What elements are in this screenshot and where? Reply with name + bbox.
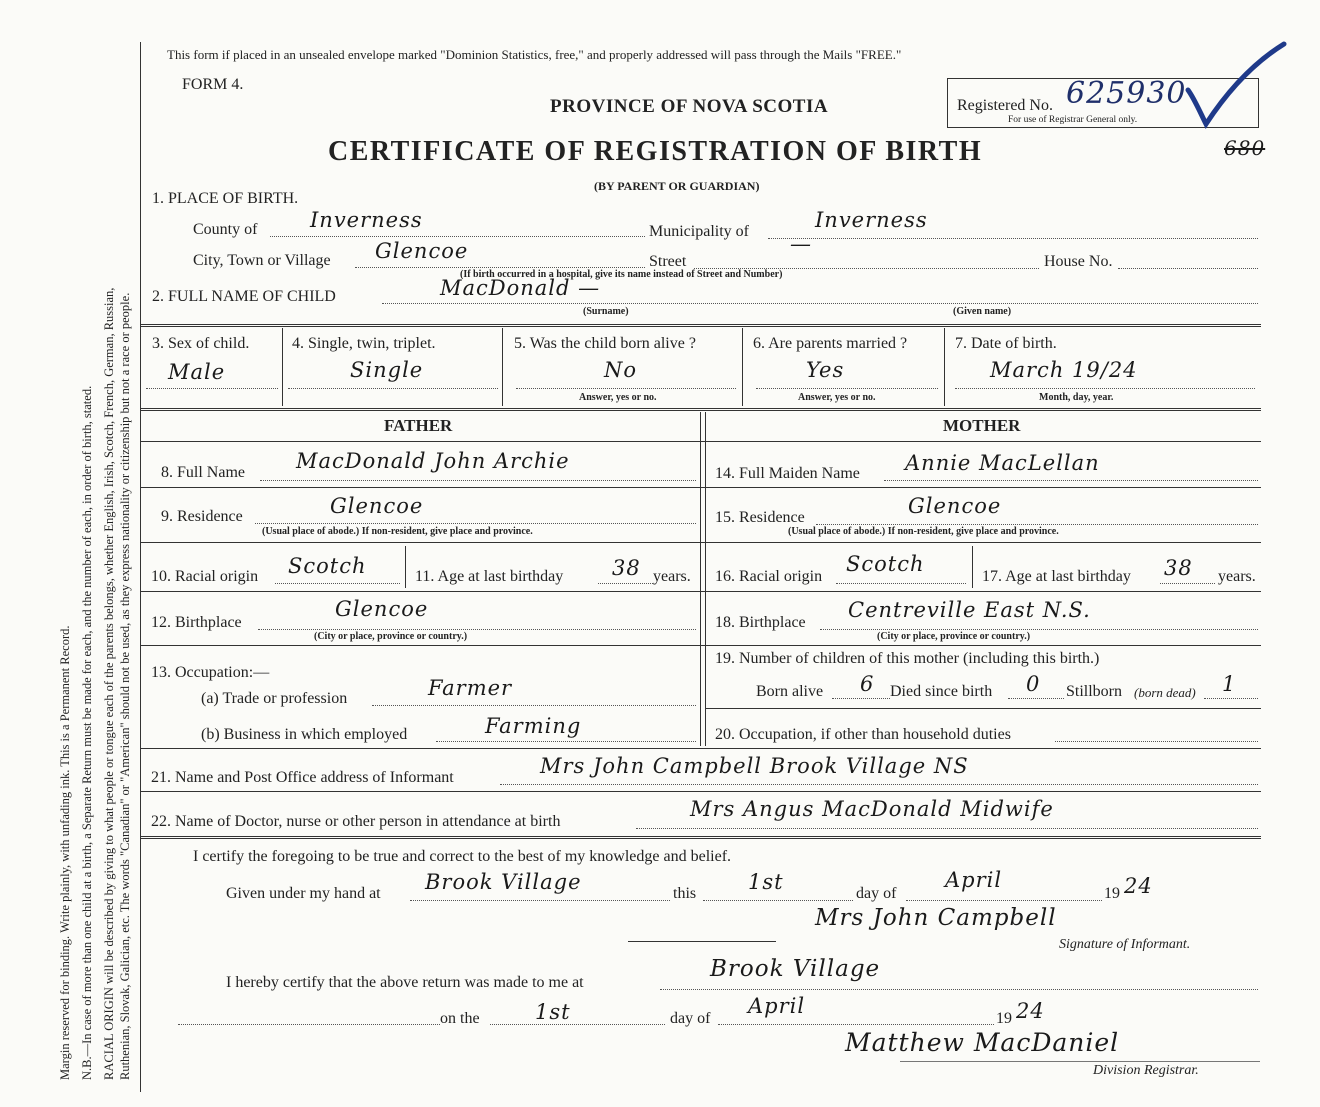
- father-residence-label: 9. Residence: [161, 508, 243, 525]
- stillborn-label: Stillborn: [1066, 683, 1123, 700]
- father-occupation-label: 13. Occupation:—: [151, 664, 270, 681]
- parents-married-label: 6. Are parents married ?: [753, 335, 908, 352]
- born-alive-label: 5. Was the child born alive ?: [514, 335, 696, 352]
- father-residence-caption: (Usual place of abode.) If non-resident, give place and province.: [262, 526, 533, 537]
- municipality-label: Municipality of: [649, 223, 749, 240]
- father-age-value: 38: [612, 556, 641, 580]
- registrar-year-value: 24: [1016, 999, 1045, 1023]
- registrar-signature-caption: Division Registrar.: [1093, 1063, 1199, 1078]
- registrar-year-prefix: 19: [996, 1010, 1012, 1027]
- father-birthplace-label: 12. Birthplace: [151, 614, 242, 631]
- stamp-mark: 680: [1224, 136, 1266, 160]
- margin-note-multiple-births: N.B.—In case of more than one child at a birth, a Separate Return must be made for each, and the number of each, in order of birth, stated.: [80, 385, 94, 1080]
- house-number-label: House No.: [1044, 253, 1113, 270]
- mother-children-label: 19. Number of children of this mother (including this birth.): [715, 650, 1100, 667]
- informant-value: Mrs John Campbell Brook Village NS: [540, 754, 969, 778]
- date-of-birth-value: March 19/24: [990, 358, 1138, 382]
- born-alive-count-label: Born alive: [756, 683, 824, 700]
- registrar-day-of-label: day of: [670, 1010, 711, 1027]
- hospital-note: (If birth occurred in a hospital, give its name instead of Street and Number): [460, 269, 783, 280]
- doctor-label: 22. Name of Doctor, nurse or other person in attendance at birth: [151, 813, 561, 830]
- street-label: Street: [649, 253, 687, 270]
- father-birthplace-caption: (City or place, province or country.): [314, 631, 468, 642]
- city-label: City, Town or Village: [193, 252, 331, 269]
- sex-value: Male: [168, 360, 226, 384]
- registrar-statement: I hereby certify that the above return was made to me at: [226, 974, 584, 991]
- registered-label: Registered No.: [957, 97, 1053, 114]
- informant-signature: Mrs John Campbell: [815, 905, 1057, 931]
- mother-age-value: 38: [1164, 556, 1193, 580]
- given-under-hand-label: Given under my hand at: [226, 885, 381, 902]
- stillborn-note: (born dead): [1134, 685, 1196, 700]
- born-alive-count-value: 6: [860, 672, 875, 696]
- certify-month-value: April: [945, 868, 1003, 892]
- margin-note-racial-origin-cont: Ruthenian, Slovak, Galician, etc. The words "Canadian" or "American" should not be used, as they express nationality or citizenship but not a race or people.: [118, 292, 132, 1080]
- municipality-value: Inverness: [815, 208, 928, 232]
- mother-residence-label: 15. Residence: [715, 509, 805, 526]
- registrar-place-value: Brook Village: [710, 956, 881, 982]
- child-name-label: 2. FULL NAME OF CHILD: [152, 288, 336, 305]
- doctor-value: Mrs Angus MacDonald Midwife: [690, 797, 1054, 821]
- date-of-birth-label: 7. Date of birth.: [955, 335, 1057, 352]
- province-heading: PROVINCE OF NOVA SCOTIA: [550, 96, 829, 117]
- margin-note-binding: Margin reserved for binding. Write plainly, with unfading ink. This is a Permanent Record.: [58, 625, 72, 1080]
- informant-label: 21. Name and Post Office address of Informant: [151, 769, 454, 786]
- trade-value: Farmer: [428, 676, 513, 700]
- mother-residence-caption: (Usual place of abode.) If non-resident, give place and province.: [788, 526, 1059, 537]
- registrar-note: For use of Registrar General only.: [1008, 115, 1138, 125]
- certify-year-value: 24: [1124, 874, 1153, 898]
- margin-note-racial-origin: RACIAL ORIGIN will be described by giving to what people or tongue each of the parents belongs, whether English, Irish, Scotch, French, German, Russian,: [102, 287, 116, 1080]
- died-since-birth-label: Died since birth: [890, 683, 993, 700]
- certify-year-prefix: 19: [1104, 885, 1120, 902]
- died-since-birth-value: 0: [1026, 672, 1041, 696]
- born-alive-value: No: [604, 358, 638, 382]
- county-value: Inverness: [310, 208, 423, 232]
- mother-birthplace-label: 18. Birthplace: [715, 614, 806, 631]
- father-racial-value: Scotch: [288, 554, 367, 578]
- given-place-value: Brook Village: [425, 870, 582, 894]
- on-the-label: on the: [440, 1010, 480, 1027]
- certify-statement: I certify the foregoing to be true and correct to the best of my knowledge and belief.: [193, 848, 732, 865]
- county-label: County of: [193, 221, 258, 238]
- certify-day-value: 1st: [748, 870, 784, 894]
- business-label: (b) Business in which employed: [201, 726, 408, 743]
- this-label: this: [673, 885, 697, 902]
- registrar-month-value: April: [748, 994, 806, 1018]
- place-of-birth-label: 1. PLACE OF BIRTH.: [152, 190, 299, 207]
- father-residence-value: Glencoe: [330, 494, 424, 518]
- mother-occupation-label: 20. Occupation, if other than household duties: [715, 726, 1011, 743]
- certify-day-of-label: day of: [856, 885, 897, 902]
- father-age-label: 11. Age at last birthday: [415, 568, 564, 585]
- informant-signature-caption: Signature of Informant.: [1059, 937, 1191, 952]
- parents-married-caption: Answer, yes or no.: [798, 392, 876, 403]
- certificate-subtitle: (BY PARENT OR GUARDIAN): [594, 179, 760, 193]
- mother-years-label: years.: [1218, 568, 1256, 585]
- mother-racial-value: Scotch: [846, 552, 925, 576]
- sex-label: 3. Sex of child.: [152, 335, 250, 352]
- mother-birthplace-caption: (City or place, province or country.): [877, 631, 1031, 642]
- mail-note: This form if placed in an unsealed envelope marked "Dominion Statistics, free," and properly addressed will pass through the Mails "FREE.": [167, 47, 902, 62]
- registered-number: 625930: [1066, 76, 1187, 111]
- father-years-label: years.: [653, 568, 691, 585]
- registrar-day-value: 1st: [535, 1000, 571, 1024]
- surname-caption: (Surname): [583, 306, 629, 317]
- checkmark-icon: [1180, 40, 1290, 130]
- mother-racial-label: 16. Racial origin: [715, 568, 823, 585]
- form-number: FORM 4.: [182, 76, 244, 93]
- given-name-caption: (Given name): [953, 306, 1012, 317]
- plurality-label: 4. Single, twin, triplet.: [292, 335, 436, 352]
- born-alive-caption: Answer, yes or no.: [579, 392, 657, 403]
- mother-heading: MOTHER: [943, 416, 1021, 435]
- mother-residence-value: Glencoe: [908, 494, 1002, 518]
- margin-rule: [140, 42, 141, 1092]
- mother-age-label: 17. Age at last birthday: [982, 568, 1131, 585]
- stillborn-value: 1: [1222, 672, 1237, 696]
- city-value: Glencoe: [375, 239, 469, 263]
- mother-name-label: 14. Full Maiden Name: [715, 465, 860, 482]
- trade-label: (a) Trade or profession: [201, 690, 348, 707]
- mother-birthplace-value: Centreville East N.S.: [848, 598, 1091, 622]
- father-name-label: 8. Full Name: [161, 464, 245, 481]
- father-racial-label: 10. Racial origin: [151, 568, 259, 585]
- child-surname-value: MacDonald —: [440, 276, 601, 300]
- father-heading: FATHER: [384, 416, 453, 435]
- parents-married-value: Yes: [806, 358, 845, 382]
- certificate-title: CERTIFICATE OF REGISTRATION OF BIRTH: [328, 136, 983, 167]
- date-of-birth-caption: Month, day, year.: [1039, 392, 1114, 403]
- business-value: Farming: [485, 714, 582, 738]
- mother-name-value: Annie MacLellan: [905, 451, 1100, 475]
- street-value: —: [790, 232, 812, 256]
- father-name-value: MacDonald John Archie: [296, 449, 570, 473]
- father-birthplace-value: Glencoe: [335, 597, 429, 621]
- plurality-value: Single: [350, 358, 424, 382]
- registrar-signature: Matthew MacDaniel: [845, 1028, 1120, 1057]
